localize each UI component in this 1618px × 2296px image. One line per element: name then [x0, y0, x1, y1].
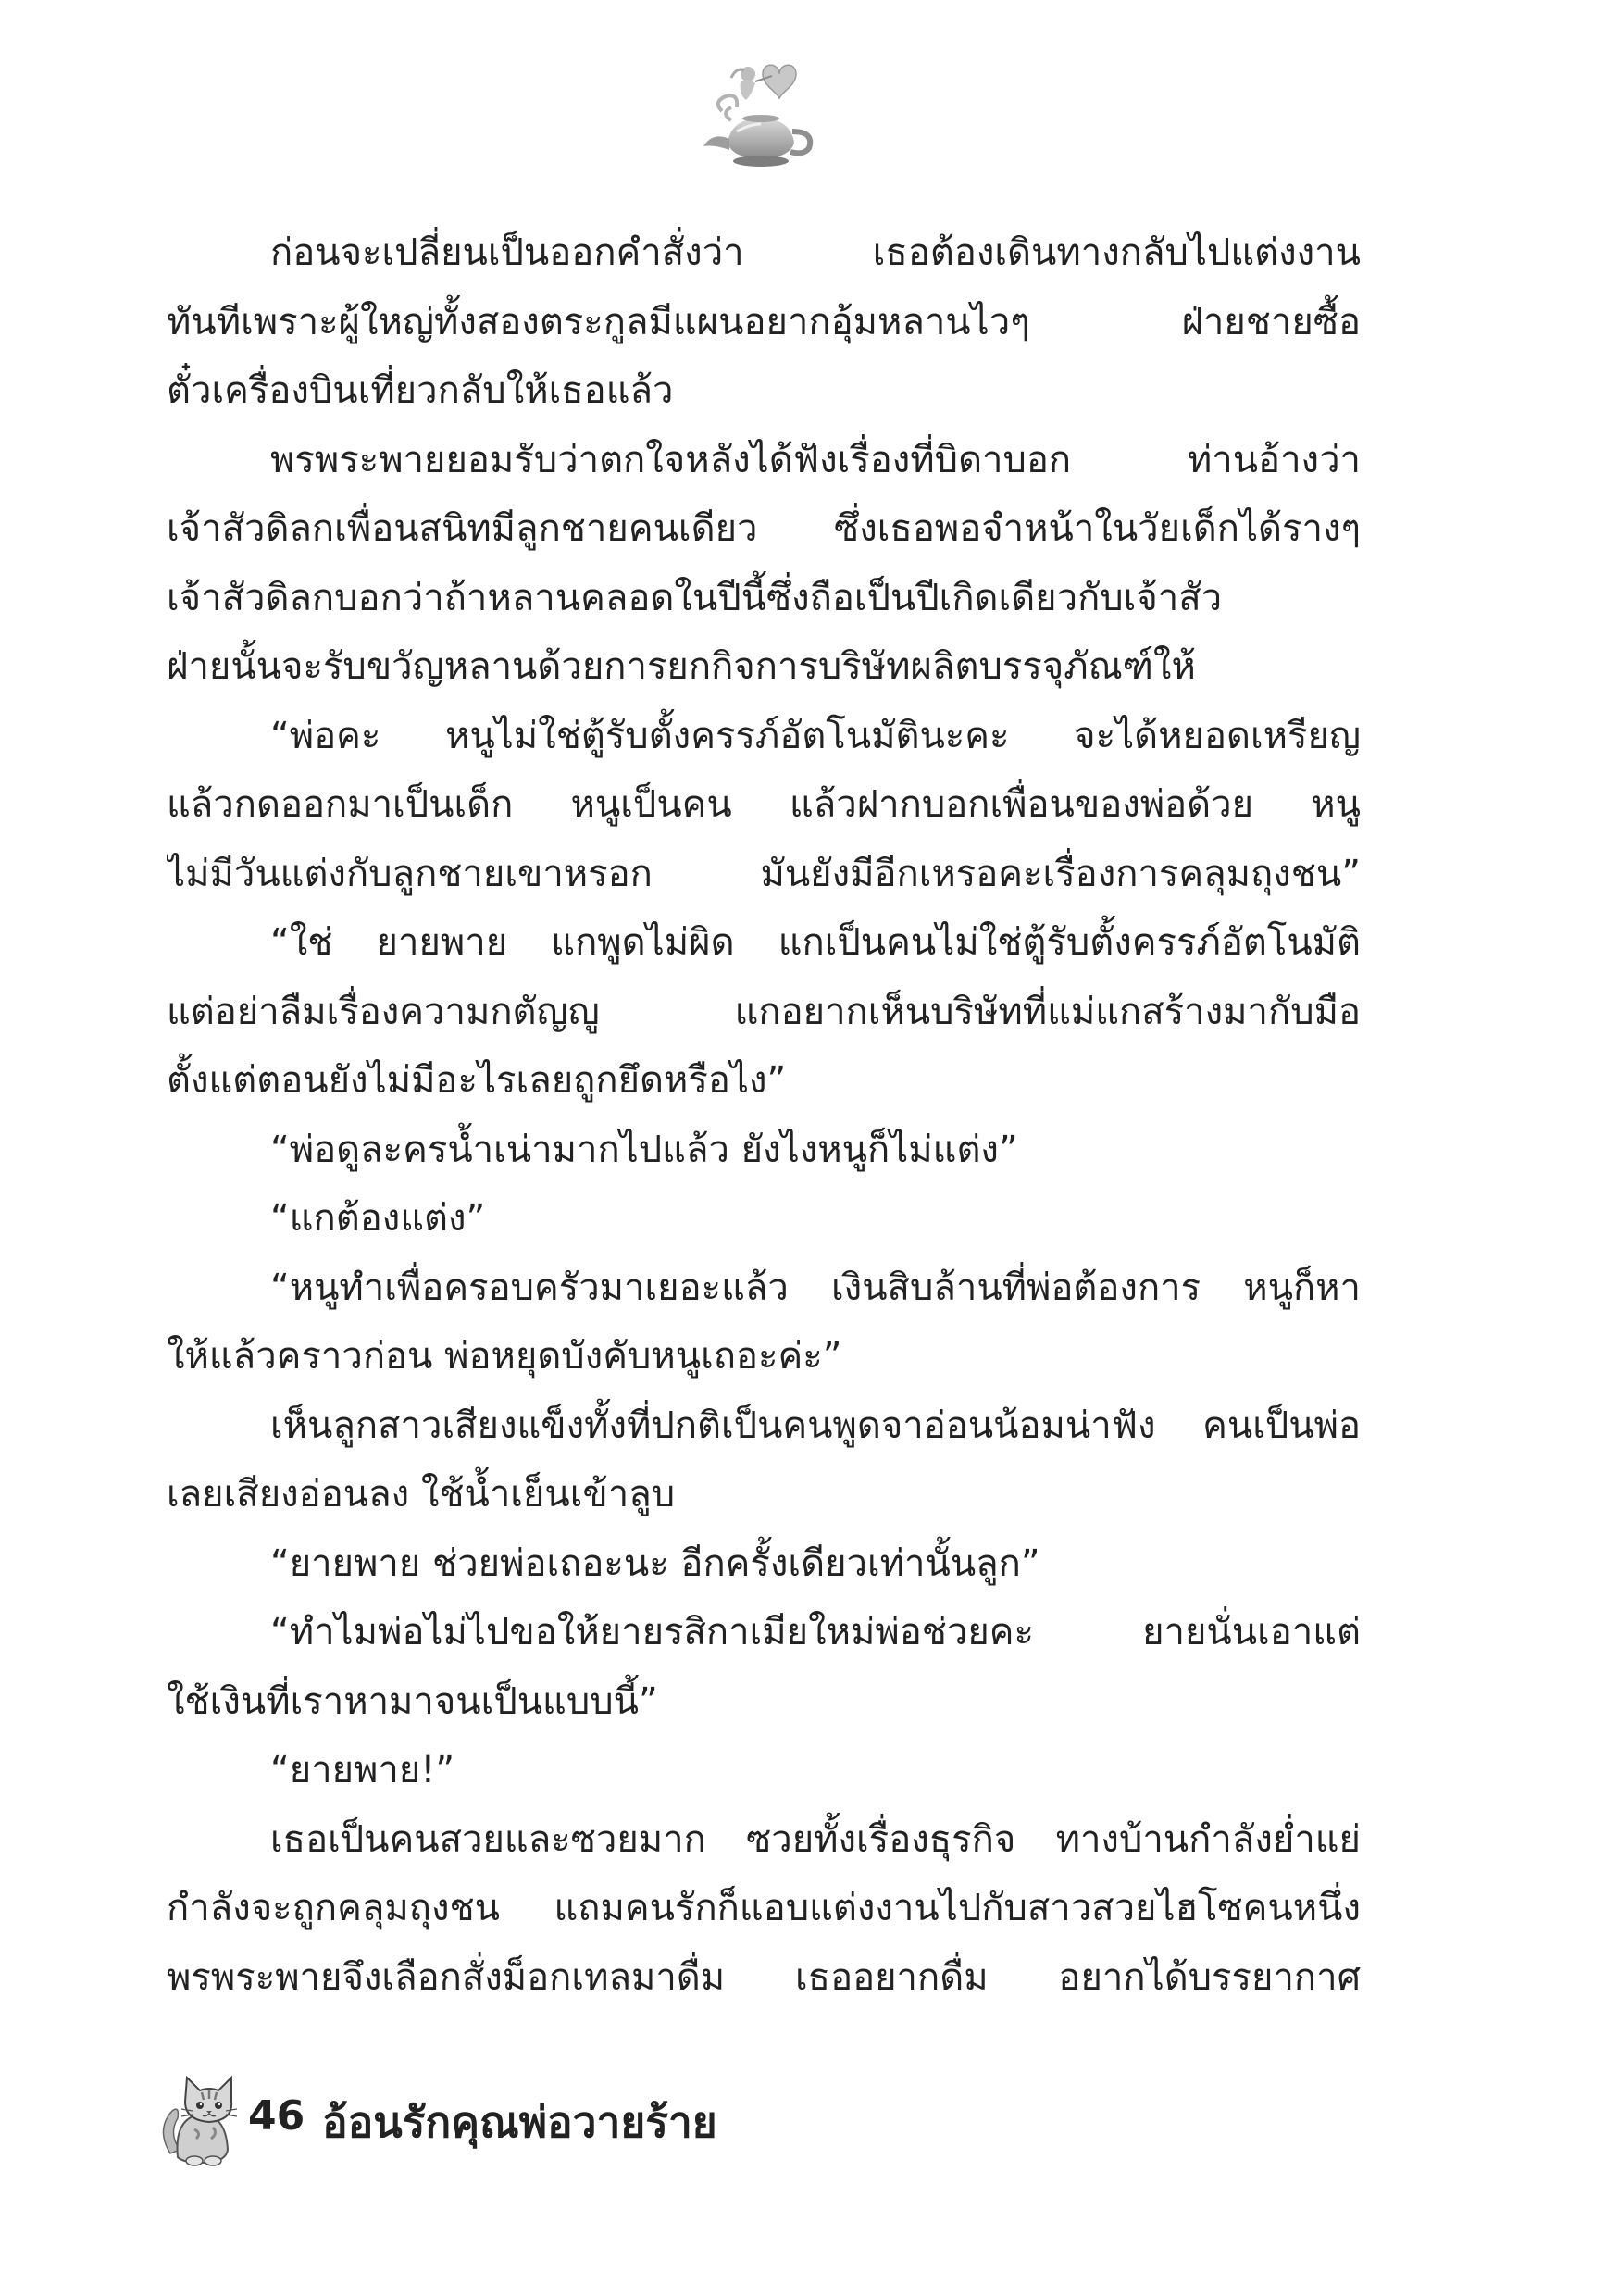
text-line: ใช้เงินที่เราหามาจนเป็นแบบนี้” [167, 1679, 658, 1723]
cat-mascot-icon [157, 2065, 246, 2166]
text-line: แล้วกดออกมาเป็นเด็ก หนูเป็นคน แล้วฝากบอกเพื่อนของพ่อด้วย หนู [167, 783, 1361, 826]
text-line: เจ้าสัวดิลกบอกว่าถ้าหลานคลอดในปีนี้ซึ่งถือเป็นปีเกิดเดียวกับเจ้าสัว [167, 576, 1223, 619]
text-line: “ใช่ ยายพาย แกพูดไม่ผิด แกเป็นคนไม่ใช่ตู้รับตั้งครรภ์อัตโนมัติ [270, 921, 1361, 964]
text-line: “ยายพาย ช่วยพ่อเถอะนะ อีกครั้งเดียวเท่านั้นลูก” [270, 1541, 1040, 1585]
text-line: เจ้าสัวดิลกเพื่อนสนิทมีลูกชายคนเดียว ซึ่งเธอพอจำหน้าในวัยเด็กได้รางๆ [167, 507, 1361, 550]
text-line: ฝ่ายนั้นจะรับขวัญหลานด้วยการยกกิจการบริษัทผลิตบรรจุภัณฑ์ให้ [167, 645, 1196, 688]
text-line: ตั๋วเครื่องบินเที่ยวกลับให้เธอแล้ว [167, 369, 674, 412]
text-line: “ทำไมพ่อไม่ไปขอให้ยายรสิกาเมียใหม่พ่อช่วยคะ ยายนั่นเอาแต่ [270, 1611, 1361, 1653]
body-text [167, 218, 1361, 2012]
text-line: ไม่มีวันแต่งกับลูกชายเขาหรอก มันยังมีอีกเหรอคะเรื่องการคลุมถุงชน” [167, 852, 1361, 895]
text-line: “แกต้องแต่ง” [270, 1197, 486, 1240]
text-line: เห็นลูกสาวเสียงแข็งทั้งที่ปกติเป็นคนพูดจาอ่อนน้อมน่าฟัง คนเป็นพ่อ [270, 1404, 1361, 1447]
text-line: “หนูทำเพื่อครอบครัวมาเยอะแล้ว เงินสิบล้านที่พ่อต้องการ หนูก็หา [270, 1266, 1361, 1309]
text-line: “พ่อคะ หนูไม่ใช่ตู้รับตั้งครรภ์อัตโนมัตินะคะ จะได้หยอดเหรียญ [270, 714, 1361, 757]
text-line: พรพระพายจึงเลือกสั่งม็อกเทลมาดื่ม เธออยากดื่ม อยากได้บรรยากาศ [167, 1955, 1361, 1999]
teapot-heart-ornament-icon [694, 54, 824, 174]
text-line: “พ่อดูละครน้ำเน่ามากไปแล้ว ยังไงหนูก็ไม่แต่ง” [270, 1128, 1018, 1171]
text-line: เธอเป็นคนสวยและซวยมาก ซวยทั้งเรื่องธุรกิจ ทางบ้านกำลังย่ำแย่ [270, 1817, 1361, 1861]
text-line: พรพระพายยอมรับว่าตกใจหลังได้ฟังเรื่องที่บิดาบอก ท่านอ้างว่า [270, 438, 1361, 481]
text-line: กำลังจะถูกคลุมถุงชน แถมคนรักก็แอบแต่งงานไปกับสาวสวยไฮโซคนหนึ่ง [167, 1887, 1361, 1929]
text-line: ตั้งแต่ตอนยังไม่มีอะไรเลยถูกยึดหรือไง” [167, 1059, 787, 1102]
page-number: 46 [248, 2092, 305, 2140]
text-line: “ยายพาย!” [270, 1749, 455, 1791]
page-footer [157, 2065, 990, 2176]
book-title: อ้อนรักคุณพ่อวายร้าย [322, 2097, 717, 2147]
text-line: แต่อย่าลืมเรื่องความกตัญญู แกอยากเห็นบริษัทที่แม่แกสร้างมากับมือ [167, 990, 1361, 1033]
text-line: ก่อนจะเปลี่ยนเป็นออกคำสั่งว่า เธอต้องเดินทางกลับไปแต่งงาน [270, 231, 1361, 274]
text-line: ทันทีเพราะผู้ใหญ่ทั้งสองตระกูลมีแผนอยากอุ้มหลานไวๆ ฝ่ายชายซื้อ [167, 300, 1361, 343]
text-line: เลยเสียงอ่อนลง ใช้น้ำเย็นเข้าลูบ [167, 1473, 676, 1516]
text-line: ให้แล้วคราวก่อน พ่อหยุดบังคับหนูเถอะค่ะ” [167, 1335, 842, 1378]
